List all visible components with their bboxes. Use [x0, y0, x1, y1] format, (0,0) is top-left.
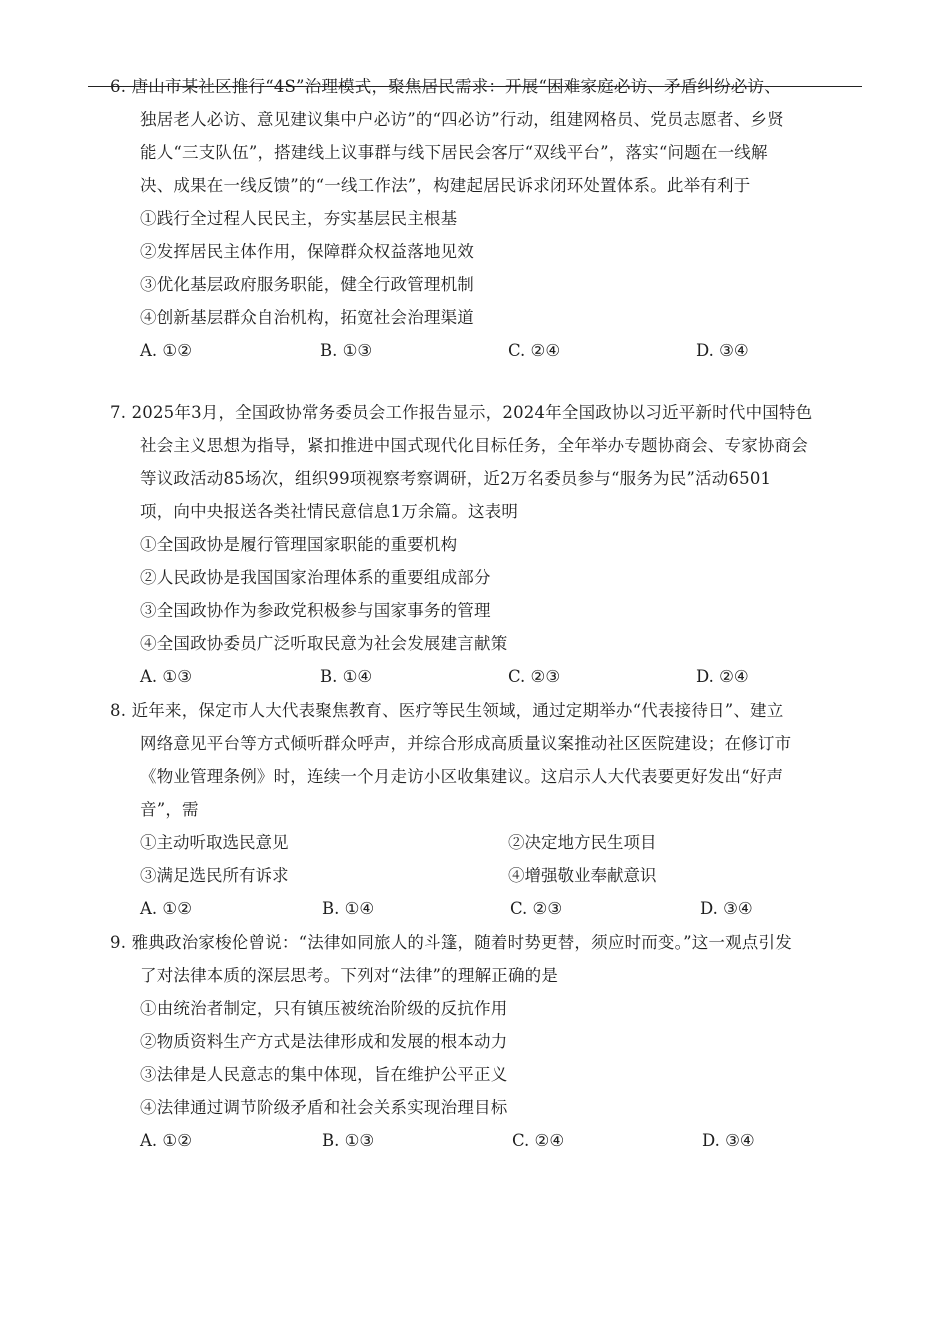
q6-choice-b: B. ①③: [320, 341, 373, 360]
q9-stem-line-1: 9. 雅典政治家梭伦曾说：“法律如同旅人的斗篷，随着时势更替，须应时而变。”这一观点引发: [110, 933, 792, 952]
q7-choice-c: C. ②③: [508, 667, 561, 686]
q8-stem-line-3: 《物业管理条例》时，连续一个月走访小区收集建议。这启示人大代表要更好发出“好声: [140, 767, 784, 786]
q8-statement-1: ①主动听取选民意见: [140, 833, 289, 852]
q6-choice-a: A. ①②: [140, 341, 192, 360]
q9-choice-d: D. ③④: [702, 1131, 755, 1150]
q8-choice-b: B. ①④: [322, 899, 375, 918]
q9-choices: [110, 1124, 840, 1157]
q6-stem-line-1: 6. 唐山市某社区推行“4S”治理模式，聚焦居民需求：开展“困难家庭必访、矛盾纠纷必访、: [110, 77, 781, 96]
q9-choice-b: B. ①③: [322, 1131, 375, 1150]
q8-statement-row-1: [110, 826, 840, 859]
q8-statement-2: ②决定地方民生项目: [508, 833, 657, 852]
q8-stem-line-2: 网络意见平台等方式倾听群众呼声，并综合形成高质量议案推动社区医院建设；在修订市: [140, 734, 792, 753]
q7-choice-a: A. ①③: [140, 667, 192, 686]
q8-choices: [110, 892, 840, 925]
q9-statement-3: ③法律是人民意志的集中体现，旨在维护公平正义: [140, 1065, 508, 1084]
q9-choice-a: A. ①②: [140, 1131, 192, 1150]
q7-stem-line-2: 社会主义思想为指导，紧扣推进中国式现代化目标任务，全年举办专题协商会、专家协商会: [140, 436, 808, 455]
question-8: [110, 694, 840, 925]
q8-stem-line-1: 8. 近年来，保定市人大代表聚焦教育、医疗等民生领域，通过定期举办“代表接待日”、建立: [110, 701, 784, 720]
q8-stem-line-4: 音”，需: [140, 800, 199, 819]
q9-statement-4: ④法律通过调节阶级矛盾和社会关系实现治理目标: [140, 1098, 508, 1117]
question-6: [110, 70, 840, 367]
q7-statement-2: ②人民政协是我国国家治理体系的重要组成部分: [140, 568, 491, 587]
q7-choice-b: B. ①④: [320, 667, 373, 686]
q7-choice-d: D. ②④: [696, 667, 749, 686]
q8-statement-4: ④增强敬业奉献意识: [508, 866, 657, 885]
question-9: [110, 926, 840, 1157]
q6-stem-line-4: 决、成果在一线反馈”的“一线工作法”，构建起居民诉求闭环处置体系。此举有利于: [140, 176, 751, 195]
q8-choice-c: C. ②③: [510, 899, 563, 918]
q7-statement-3: ③全国政协作为参政党积极参与国家事务的管理: [140, 601, 491, 620]
q8-statement-3: ③满足选民所有诉求: [140, 866, 289, 885]
question-7: [110, 396, 840, 693]
q6-choices: [110, 334, 840, 367]
q8-statement-row-2: [110, 859, 840, 892]
q9-statement-1: ①由统治者制定，只有镇压被统治阶级的反抗作用: [140, 999, 508, 1018]
q6-choice-d: D. ③④: [696, 341, 749, 360]
q6-stem-line-2: 独居老人必访、意见建议集中户必访”的“四必访”行动，组建网格员、党员志愿者、乡贤: [140, 110, 784, 129]
q7-choices: [110, 660, 840, 693]
q6-statement-4: ④创新基层群众自治机构，拓宽社会治理渠道: [140, 308, 474, 327]
q6-statement-2: ②发挥居民主体作用，保障群众权益落地见效: [140, 242, 474, 261]
q6-statement-1: ①践行全过程人民民主，夯实基层民主根基: [140, 209, 458, 228]
q7-stem-line-4: 项，向中央报送各类社情民意信息1万余篇。这表明: [140, 502, 519, 521]
q8-choice-d: D. ③④: [700, 899, 753, 918]
q9-choice-c: C. ②④: [512, 1131, 565, 1150]
q6-statement-3: ③优化基层政府服务职能，健全行政管理机制: [140, 275, 474, 294]
q8-choice-a: A. ①②: [140, 899, 192, 918]
q7-statement-1: ①全国政协是履行管理国家职能的重要机构: [140, 535, 458, 554]
q6-choice-c: C. ②④: [508, 341, 561, 360]
q7-statement-4: ④全国政协委员广泛听取民意为社会发展建言献策: [140, 634, 508, 653]
q7-stem-line-1: 7. 2025年3月，全国政协常务委员会工作报告显示，2024年全国政协以习近平新时代中国特色: [110, 403, 813, 422]
q9-statement-2: ②物质资料生产方式是法律形成和发展的根本动力: [140, 1032, 508, 1051]
q7-stem-line-3: 等议政活动85场次，组织99项视察考察调研，近2万名委员参与“服务为民”活动6501: [140, 469, 772, 488]
q9-stem-line-2: 了对法律本质的深层思考。下列对“法律”的理解正确的是: [140, 966, 559, 985]
q6-stem-line-3: 能人“三支队伍”，搭建线上议事群与线下居民会客厅“双线平台”，落实“问题在一线解: [140, 143, 768, 162]
